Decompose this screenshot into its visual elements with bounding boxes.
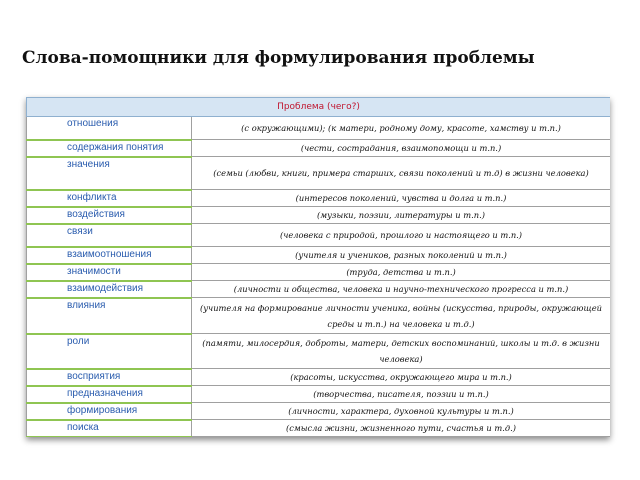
problem-words-table <box>26 97 610 437</box>
term-cell: значения <box>27 157 192 190</box>
table-row <box>27 386 611 403</box>
term-cell: влияния <box>27 298 192 334</box>
table-row <box>27 334 611 369</box>
term-cell: роли <box>27 334 192 369</box>
term-cell: формирования <box>27 403 192 420</box>
description-cell: (личности и общества, человека и научно-технического прогресса и т.п.) <box>192 281 611 298</box>
description-cell: (творчества, писателя, поэзии и т.п.) <box>192 386 611 403</box>
term-cell: воздействия <box>27 207 192 224</box>
term-cell: взаимоотношения <box>27 247 192 264</box>
table-row <box>27 247 611 264</box>
problem-table <box>26 97 610 437</box>
term-cell: связи <box>27 224 192 247</box>
description-cell: (с окружающими); (к матери, родному дому, красоте, хамству и т.п.) <box>192 117 611 140</box>
description-cell: (личности, характера, духовной культуры и т.п.) <box>192 403 611 420</box>
term-cell: содержания понятия <box>27 140 192 157</box>
description-cell: (интересов поколений, чувства и долга и т.п.) <box>192 190 611 207</box>
description-cell: (человека с природой, прошлого и настоящего и т.п.) <box>192 224 611 247</box>
term-cell: значимости <box>27 264 192 281</box>
table-row <box>27 281 611 298</box>
description-cell: (музыки, поэзии, литературы и т.п.) <box>192 207 611 224</box>
description-cell: (памяти, милосердия, доброты, матери, детских воспоминаний, школы и т.д. в жизни человека) <box>192 334 611 369</box>
description-cell: (семьи (любви, книги, примера старших, связи поколений и т.д) в жизни человека) <box>192 157 611 190</box>
term-cell: конфликта <box>27 190 192 207</box>
table-row <box>27 224 611 247</box>
description-cell: (смысла жизни, жизненного пути, счастья и т.д.) <box>192 420 611 437</box>
table-row <box>27 264 611 281</box>
term-cell: восприятия <box>27 369 192 386</box>
table-row <box>27 157 611 190</box>
table-row <box>27 420 611 437</box>
term-cell: поиска <box>27 420 192 437</box>
description-cell: (учителя на формирование личности ученика, войны (искусства, природы, окружающей среды и т.п.) на человека и т.д.) <box>192 298 611 334</box>
table-header: Проблема (чего?) <box>27 98 611 117</box>
description-cell: (учителя и учеников, разных поколений и т.п.) <box>192 247 611 264</box>
description-cell: (труда, детства и т.п.) <box>192 264 611 281</box>
table-row <box>27 369 611 386</box>
term-cell: взаимодействия <box>27 281 192 298</box>
table-row <box>27 140 611 157</box>
table-row <box>27 117 611 140</box>
term-cell: отношения <box>27 117 192 140</box>
table-row <box>27 207 611 224</box>
description-cell: (красоты, искусства, окружающего мира и т.п.) <box>192 369 611 386</box>
page-title: Слова-помощники для формулирования проблемы <box>22 48 535 68</box>
table-row <box>27 403 611 420</box>
term-cell: предназначения <box>27 386 192 403</box>
table-row <box>27 298 611 334</box>
table-row <box>27 190 611 207</box>
description-cell: (чести, сострадания, взаимопомощи и т.п.) <box>192 140 611 157</box>
